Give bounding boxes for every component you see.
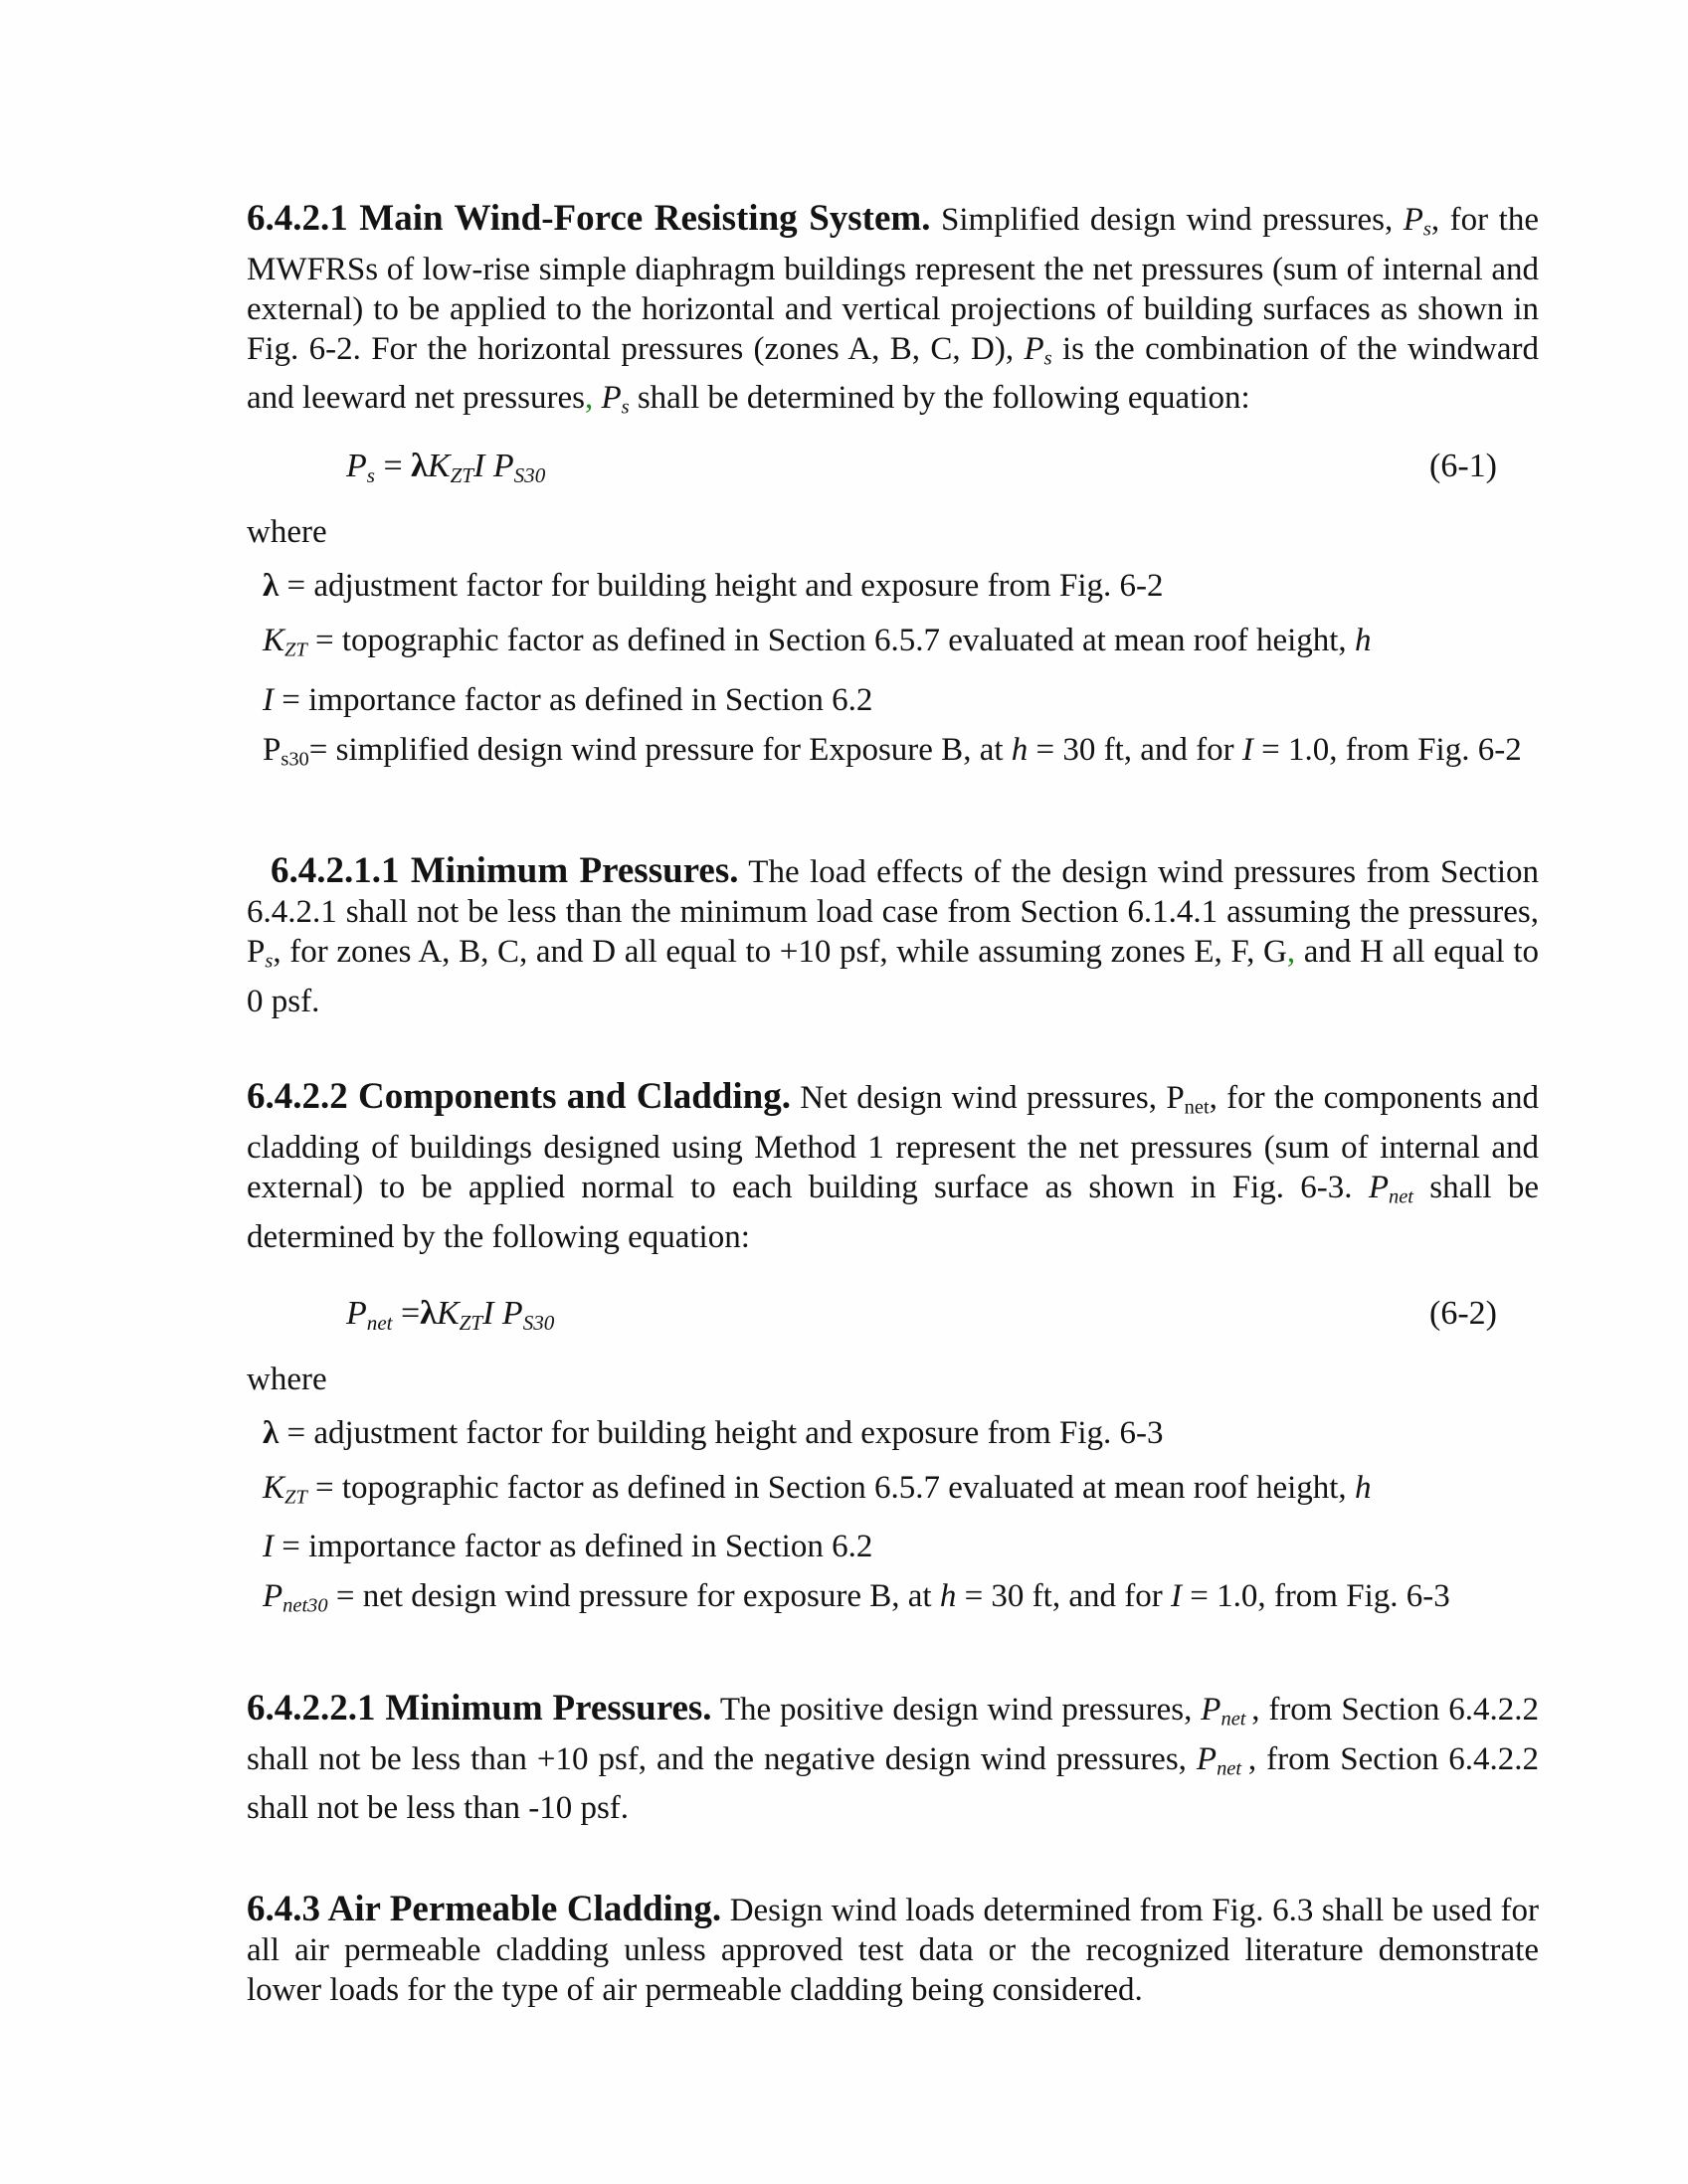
text-segment: P — [1024, 330, 1044, 367]
text-segment: s — [366, 463, 375, 488]
text-segment: 6.4.3 Air Permeable Cladding. — [247, 1889, 722, 1930]
equation-6-1-formula — [346, 444, 545, 498]
text-segment: , — [584, 380, 594, 417]
text-segment: = topographic factor as defined in Section 6.5.7 evaluated at mean roof height, — [306, 1469, 1355, 1506]
text-segment: K — [427, 448, 451, 485]
text-segment: The load effects of the design wind pressures from Section 6.4.2.1 shall not be less than the minimum load case from Section 6.1.4.1 assuming the pressures, P — [247, 854, 1539, 971]
text-segment: P — [1368, 1169, 1389, 1205]
text-segment: ZT — [284, 638, 307, 661]
text-segment: The positive design wind pressures, — [711, 1691, 1202, 1728]
text-segment: Simplified design wind pressures, — [930, 202, 1404, 238]
text-segment: = — [374, 448, 412, 485]
text-segment: K — [263, 1469, 285, 1506]
text-segment: λ — [411, 448, 428, 485]
text-segment: K — [263, 623, 285, 659]
text-segment: = adjustment factor for building height and exposure from Fig. 6-2 — [279, 568, 1164, 605]
text-segment: shall be determined by the following equation: — [247, 1169, 1539, 1255]
text-segment: = net design wind pressure for exposure B, at — [327, 1578, 940, 1615]
where-label-2: where — [247, 1361, 327, 1397]
text-segment: net — [1184, 1096, 1210, 1119]
definition-importance-2 — [247, 1527, 1539, 1567]
text-segment: net — [1388, 1185, 1413, 1208]
text-segment: h — [1011, 731, 1029, 768]
definition-ps30 — [247, 730, 1539, 781]
text-segment: Net design wind pressures, P — [790, 1080, 1185, 1117]
text-segment: = importance factor as defined in Section 6.2 — [274, 681, 873, 718]
definition-lambda-1 — [247, 566, 1539, 607]
text-segment: and H all equal to 0 psf. — [247, 934, 1539, 1020]
text-segment: s — [1043, 347, 1052, 370]
text-segment: = topographic factor as defined in Section 6.5.7 evaluated at mean roof height, — [306, 623, 1355, 659]
text-segment: = adjustment factor for building height and exposure from Fig. 6-3 — [279, 1414, 1164, 1451]
text-segment: , for the MWFRSs of low-rise simple diaphragm buildings represent the net pressures (sum of internal and external) to be applied to the horizontal and vertical projections of building surfaces as shown in Fig. 6-2. For the horizontal pressures (zones A, B, C, D), — [247, 202, 1539, 367]
section-6-4-3-paragraph — [247, 1890, 1539, 2010]
text-segment: 6.4.2.2 Components and Cladding. — [247, 1076, 791, 1118]
equation-6-2-row — [247, 1291, 1539, 1346]
definition-pnet30 — [247, 1576, 1539, 1627]
text-segment: I — [1241, 731, 1253, 768]
text-segment: I — [263, 681, 274, 718]
definition-list-6-1 — [247, 566, 1539, 780]
text-segment: P — [601, 380, 622, 417]
equation-6-2-number: (6-2) — [1429, 1294, 1497, 1332]
text-segment: ZT — [450, 463, 474, 488]
text-segment: P — [1196, 1740, 1218, 1777]
definition-kzt-2 — [247, 1468, 1539, 1519]
section-6-4-2-1-paragraph — [247, 199, 1539, 428]
definition-list-6-2 — [247, 1413, 1539, 1627]
section-6-4-2-2-1-paragraph — [247, 1689, 1539, 1828]
text-segment: h — [1354, 623, 1372, 659]
text-segment: ZT — [284, 1486, 307, 1509]
text-segment: P — [493, 1294, 523, 1332]
equation-6-2-formula — [346, 1291, 554, 1346]
text-segment: S30 — [522, 1310, 555, 1335]
text-segment: P — [346, 1294, 367, 1332]
text-segment: = importance factor as defined in Section 6.2 — [274, 1529, 873, 1565]
text-segment: s30 — [281, 748, 309, 771]
text-segment: 6.4.2.2.1 Minimum Pressures. — [247, 1687, 712, 1729]
text-segment: , — [1286, 934, 1296, 971]
text-segment: = — [392, 1294, 421, 1332]
text-segment: shall be determined by the following equation: — [629, 380, 1250, 417]
text-segment: K — [436, 1294, 460, 1332]
text-segment: ZT — [459, 1310, 483, 1335]
text-segment: net — [1217, 1757, 1248, 1780]
text-segment: 6.4.2.1.1 Minimum Pressures. — [271, 850, 739, 892]
text-segment: P — [263, 1578, 283, 1615]
definition-importance-1 — [247, 680, 1539, 721]
text-segment: s — [265, 951, 274, 974]
text-segment: I — [1170, 1578, 1182, 1615]
text-segment: , from Section 6.4.2.2 shall not be less than -10 psf. — [247, 1740, 1539, 1827]
text-segment: P — [346, 448, 367, 485]
text-segment: I — [263, 1529, 274, 1565]
text-segment: P — [263, 731, 281, 768]
text-segment: h — [1354, 1469, 1372, 1506]
text-segment: λ — [263, 1414, 280, 1451]
text-segment: net — [1220, 1708, 1252, 1730]
where-label-1: where — [247, 514, 327, 551]
text-segment: , from Section 6.4.2.2 shall not be less than +10 psf, and the negative design wind pressures, — [247, 1691, 1539, 1777]
equation-6-1-number: (6-1) — [1429, 448, 1497, 485]
definition-lambda-2 — [247, 1413, 1539, 1454]
text-segment: = 1.0, from Fig. 6-3 — [1181, 1578, 1450, 1615]
text-segment: = 30 ft, and for — [1028, 731, 1242, 768]
section-6-4-2-1-1-paragraph — [247, 851, 1539, 1021]
text-segment: s — [1422, 218, 1431, 241]
text-segment: 6.4.2.1 Main Wind-Force Resisting System. — [247, 198, 931, 239]
text-segment: λ — [263, 568, 280, 605]
text-segment: = 1.0, from Fig. 6-2 — [1252, 731, 1522, 768]
section-6-4-2-2-paragraph — [247, 1077, 1539, 1256]
text-segment: I — [473, 448, 493, 485]
text-segment: net — [366, 1310, 393, 1335]
text-segment: , for the components and cladding of buildings designed using Method 1 represent the net pressures (sum of internal and external) to be applied normal to each building surface as shown in Fig. 6-3. — [247, 1080, 1539, 1205]
text-segment: P — [1201, 1691, 1221, 1728]
text-segment: = 30 ft, and for — [956, 1578, 1171, 1615]
text-segment: is the combination of the windward and leeward net pressures — [247, 330, 1539, 417]
text-segment: Design wind loads determined from Fig. 6.3 shall be used for all air permeable cladding unless approved test data or the recognized literature demonstrate lower loads for the type of air permeable cladding being considered. — [247, 1893, 1539, 2009]
text-segment: P — [492, 448, 514, 485]
text-segment: S30 — [513, 463, 546, 488]
text-segment: I — [482, 1294, 494, 1332]
text-segment: λ — [420, 1294, 437, 1332]
text-segment: , for zones A, B, C, and D all equal to +10 psf, while assuming zones E, F, G — [273, 934, 1287, 971]
text-segment: net30 — [282, 1594, 328, 1617]
text-segment: s — [621, 397, 630, 420]
equation-6-1-row — [247, 444, 1539, 498]
text-segment: P — [1403, 202, 1423, 238]
text-segment: h — [939, 1578, 957, 1615]
text-segment: = simplified design wind pressure for Exposure B, at — [308, 731, 1012, 768]
definition-kzt-1 — [247, 621, 1539, 671]
